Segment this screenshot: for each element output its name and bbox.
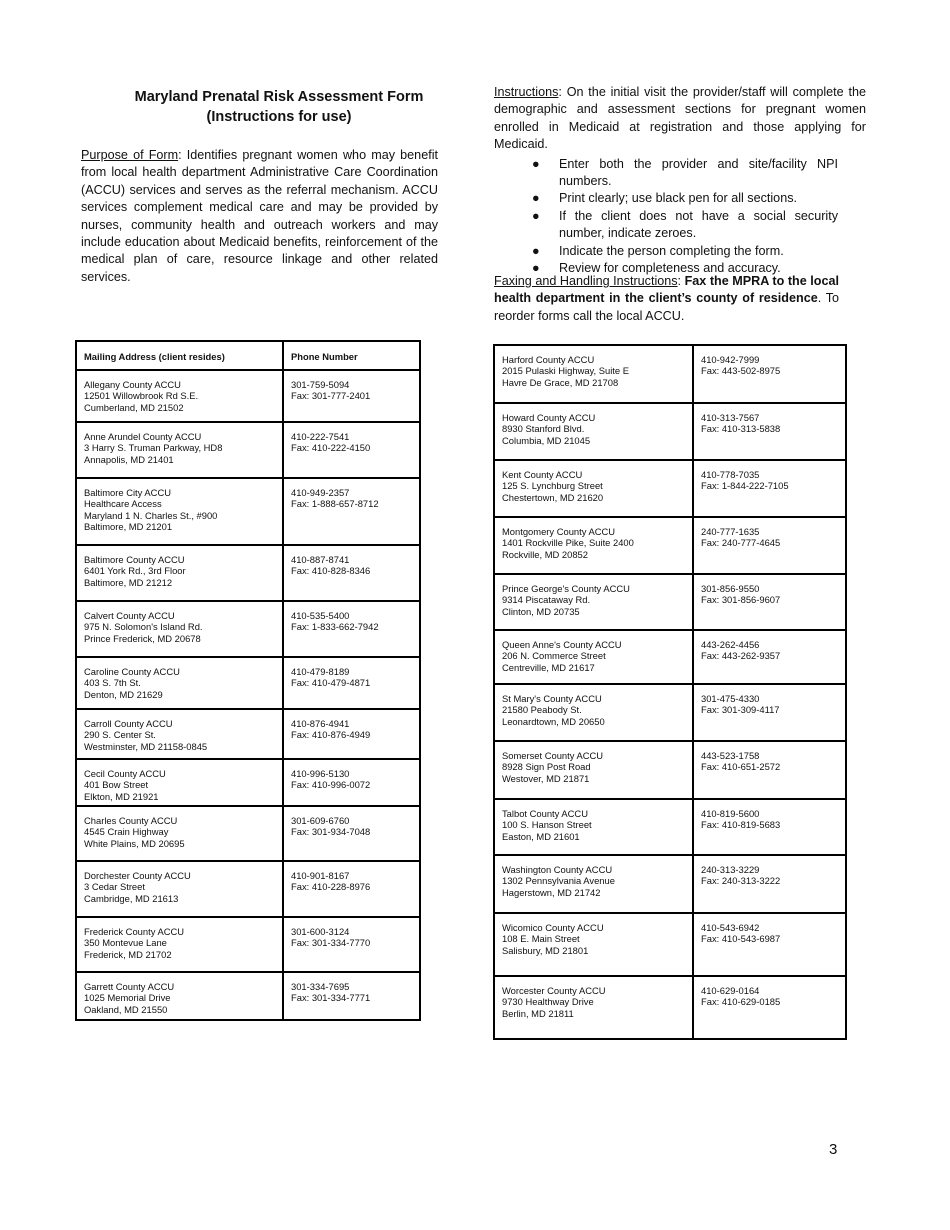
phone-cell bbox=[283, 478, 420, 545]
address-line: Somerset County ACCU bbox=[502, 750, 604, 761]
address-line: Westminster, MD 21158-0845 bbox=[84, 740, 208, 752]
table-row bbox=[494, 913, 846, 976]
phone-cell bbox=[693, 460, 846, 517]
address-line: Elkton, MD 21921 bbox=[84, 790, 159, 802]
fax-number: Fax: 443-262-9357 bbox=[701, 650, 781, 662]
phone-number: 443-262-4456 bbox=[701, 639, 760, 650]
address-line: 100 S. Hanson Street bbox=[502, 819, 592, 831]
phone-cell bbox=[283, 370, 420, 422]
address-line: Caroline County ACCU bbox=[84, 666, 180, 677]
phone-cell bbox=[283, 917, 420, 972]
address-cell bbox=[494, 403, 693, 460]
bullet-icon: ● bbox=[532, 191, 540, 206]
fax-number: Fax: 410-876-4949 bbox=[291, 729, 371, 741]
address-cell bbox=[76, 709, 283, 759]
address-line: Oakland, MD 21550 bbox=[84, 1003, 168, 1015]
table-row bbox=[494, 460, 846, 517]
phone-number: 410-887-8741 bbox=[291, 554, 350, 565]
phone-cell bbox=[283, 806, 420, 861]
address-line: 8928 Sign Post Road bbox=[502, 761, 591, 773]
address-line: Kent County ACCU bbox=[502, 469, 583, 480]
table-row bbox=[494, 799, 846, 855]
faxing-text: . To reorder forms call the local ACCU. bbox=[494, 291, 839, 323]
address-cell bbox=[76, 370, 283, 422]
phone-cell bbox=[283, 422, 420, 478]
address-line: 401 Bow Street bbox=[84, 779, 149, 791]
address-cell bbox=[76, 917, 283, 972]
address-cell bbox=[76, 972, 283, 1020]
address-line: 1401 Rockville Pike, Suite 2400 bbox=[502, 537, 634, 549]
address-line: 1025 Memorial Drive bbox=[84, 992, 171, 1004]
table-row bbox=[494, 345, 846, 403]
address-line: 3 Harry S. Truman Parkway, HD8 bbox=[84, 442, 223, 454]
phone-number: 410-543-6942 bbox=[701, 922, 760, 933]
address-cell bbox=[76, 806, 283, 861]
instructions-section bbox=[494, 84, 866, 277]
address-line: Havre De Grace, MD 21708 bbox=[502, 376, 619, 388]
address-cell bbox=[494, 460, 693, 517]
address-line: Cumberland, MD 21502 bbox=[84, 401, 184, 413]
phone-number: 410-996-5130 bbox=[291, 768, 350, 779]
bullet-item: ● If the client does not have a social security number, indicate zeroes. bbox=[532, 208, 838, 241]
address-line: 206 N. Commerce Street bbox=[502, 650, 606, 662]
phone-cell bbox=[693, 345, 846, 403]
table-row bbox=[76, 601, 420, 657]
bullet-item: ● Enter both the provider and site/facility NPI numbers. bbox=[532, 156, 838, 189]
table-row bbox=[76, 422, 420, 478]
table-row bbox=[494, 630, 846, 684]
address-line: 12501 Willowbrook Rd S.E. bbox=[84, 390, 199, 402]
table-row bbox=[76, 370, 420, 422]
address-line: 108 E. Main Street bbox=[502, 933, 580, 945]
bullet-icon: ● bbox=[532, 208, 540, 223]
table-row bbox=[76, 917, 420, 972]
page-number: 3 bbox=[829, 1141, 838, 1158]
address-line: 3 Cedar Street bbox=[84, 881, 145, 893]
address-line: Berlin, MD 21811 bbox=[502, 1007, 574, 1019]
fax-number: Fax: 1-833-662-7942 bbox=[291, 621, 379, 633]
fax-number: Fax: 410-828-8346 bbox=[291, 565, 371, 577]
address-line: Calvert County ACCU bbox=[84, 610, 175, 621]
bullet-item: ● Review for completeness and accuracy. bbox=[494, 260, 866, 277]
address-line: Healthcare Access bbox=[84, 498, 162, 510]
address-line: Easton, MD 21601 bbox=[502, 830, 580, 842]
address-line: Leonardtown, MD 20650 bbox=[502, 715, 605, 727]
address-line: Harford County ACCU bbox=[502, 354, 595, 365]
fax-number: Fax: 410-996-0072 bbox=[291, 779, 371, 791]
address-line: Prince Frederick, MD 20678 bbox=[84, 632, 201, 644]
phone-number: 240-777-1635 bbox=[701, 526, 760, 537]
bullet-item: ● Print clearly; use black pen for all sections. bbox=[494, 190, 866, 207]
address-line: Clinton, MD 20735 bbox=[502, 605, 580, 617]
table-header-row bbox=[76, 341, 420, 370]
address-line: Maryland 1 N. Charles St., #900 bbox=[84, 509, 218, 521]
title-line-2: (Instructions for use) bbox=[206, 109, 352, 125]
address-line: Frederick County ACCU bbox=[84, 926, 185, 937]
address-cell bbox=[76, 422, 283, 478]
address-cell bbox=[76, 759, 283, 806]
fax-number: Fax: 410-479-4871 bbox=[291, 677, 371, 689]
phone-cell bbox=[693, 799, 846, 855]
faxing-paragraph: Faxing and Handling Instructions: Fax the MPRA to the local health department in the client’s county of residence. To reorder forms call the local ACCU. bbox=[494, 274, 839, 323]
address-cell bbox=[76, 657, 283, 709]
bullet-icon: ● bbox=[532, 261, 540, 276]
address-line: Dorchester County ACCU bbox=[84, 870, 191, 881]
address-line: Baltimore, MD 21201 bbox=[84, 521, 173, 533]
phone-number: 410-313-7567 bbox=[701, 412, 760, 423]
phone-number: 410-942-7999 bbox=[701, 354, 760, 365]
address-line: Garrett County ACCU bbox=[84, 981, 175, 992]
phone-number: 301-759-5094 bbox=[291, 379, 350, 390]
phone-cell bbox=[283, 601, 420, 657]
address-line: Hagerstown, MD 21742 bbox=[502, 886, 601, 898]
bullet-icon: ● bbox=[532, 156, 540, 171]
address-line: Worcester County ACCU bbox=[502, 985, 606, 996]
fax-number: Fax: 301-777-2401 bbox=[291, 390, 371, 402]
phone-cell bbox=[283, 657, 420, 709]
address-line: Annapolis, MD 21401 bbox=[84, 453, 174, 465]
address-line: Howard County ACCU bbox=[502, 412, 596, 423]
address-cell bbox=[76, 545, 283, 601]
phone-number: 410-629-0164 bbox=[701, 985, 760, 996]
address-line: 4545 Crain Highway bbox=[84, 826, 169, 838]
phone-number: 301-609-6760 bbox=[291, 815, 350, 826]
address-line: Baltimore County ACCU bbox=[84, 554, 185, 565]
phone-cell bbox=[283, 759, 420, 806]
phone-number: 410-819-5600 bbox=[701, 808, 760, 819]
address-line: Queen Anne's County ACCU bbox=[502, 639, 622, 650]
phone-cell bbox=[283, 709, 420, 759]
address-line: Talbot County ACCU bbox=[502, 808, 588, 819]
fax-number: Fax: 410-819-5683 bbox=[701, 819, 781, 831]
instructions-text: : On the initial visit the provider/staff will complete the demographic and assessment sections for pregnant women enrolled in Medicaid at registration and those applying for Medicaid. bbox=[494, 85, 866, 152]
table-row bbox=[76, 861, 420, 917]
table-row bbox=[494, 684, 846, 741]
address-cell bbox=[494, 517, 693, 574]
fax-number: Fax: 410-651-2572 bbox=[701, 761, 781, 773]
phone-number: 301-334-7695 bbox=[291, 981, 350, 992]
purpose-paragraph bbox=[81, 147, 438, 286]
phone-cell bbox=[693, 403, 846, 460]
address-line: Charles County ACCU bbox=[84, 815, 178, 826]
address-line: Denton, MD 21629 bbox=[84, 688, 163, 700]
address-line: 8930 Stanford Blvd. bbox=[502, 423, 585, 435]
address-cell bbox=[494, 574, 693, 630]
address-line: 21580 Peabody St. bbox=[502, 704, 582, 716]
address-line: 125 S. Lynchburg Street bbox=[502, 480, 603, 492]
phone-number: 301-856-9550 bbox=[701, 583, 760, 594]
fax-number: Fax: 443-502-8975 bbox=[701, 365, 781, 377]
address-line: White Plains, MD 20695 bbox=[84, 837, 185, 849]
address-cell bbox=[494, 913, 693, 976]
phone-number: 301-475-4330 bbox=[701, 693, 760, 704]
table-row bbox=[76, 478, 420, 545]
table-row bbox=[76, 759, 420, 806]
address-line: Chestertown, MD 21620 bbox=[502, 491, 604, 503]
address-line: Rockville, MD 20852 bbox=[502, 548, 588, 560]
purpose-text: : Identifies pregnant women who may benefit from local health department Administrative Care Coordination (ACCU) services and serves as the referral mechanism. ACCU services complement medical care and may be provided by nurses, community health and outreach workers and may include education about Medicaid benefits, reinforcement of the medical plan of care, resource linkage and other related services. bbox=[81, 148, 438, 284]
table-row bbox=[76, 657, 420, 709]
address-line: Cecil County ACCU bbox=[84, 768, 166, 779]
address-line: Columbia, MD 21045 bbox=[502, 434, 591, 446]
table-row bbox=[494, 517, 846, 574]
address-line: 290 S. Center St. bbox=[84, 729, 156, 741]
table-row bbox=[494, 403, 846, 460]
address-line: Cambridge, MD 21613 bbox=[84, 892, 179, 904]
address-line: 403 S. 7th St. bbox=[84, 677, 141, 689]
address-cell bbox=[76, 601, 283, 657]
phone-number: 410-901-8167 bbox=[291, 870, 350, 881]
address-cell bbox=[494, 741, 693, 799]
fax-number: Fax: 301-334-7770 bbox=[291, 937, 371, 949]
address-line: Prince George's County ACCU bbox=[502, 583, 630, 594]
phone-cell bbox=[693, 976, 846, 1039]
address-cell bbox=[76, 478, 283, 545]
bullet-item: ● Indicate the person completing the form. bbox=[494, 243, 866, 260]
right-address-table bbox=[493, 344, 847, 1040]
address-line: Salisbury, MD 21801 bbox=[502, 944, 589, 956]
phone-number: 410-949-2357 bbox=[291, 487, 350, 498]
address-cell bbox=[494, 976, 693, 1039]
fax-number: Fax: 240-777-4645 bbox=[701, 537, 781, 549]
fax-number: Fax: 301-856-9607 bbox=[701, 594, 781, 606]
address-line: Westover, MD 21871 bbox=[502, 772, 590, 784]
fax-number: Fax: 410-629-0185 bbox=[701, 996, 781, 1008]
table-row bbox=[494, 855, 846, 913]
fax-number: Fax: 410-228-8976 bbox=[291, 881, 371, 893]
address-cell bbox=[494, 855, 693, 913]
address-line: 2015 Pulaski Highway, Suite E bbox=[502, 365, 629, 377]
address-line: Centreville, MD 21617 bbox=[502, 661, 595, 673]
fax-number: Fax: 1-844-222-7105 bbox=[701, 480, 789, 492]
table-row bbox=[494, 741, 846, 799]
address-cell bbox=[494, 684, 693, 741]
phone-number: 410-778-7035 bbox=[701, 469, 760, 480]
address-cell bbox=[494, 345, 693, 403]
fax-number: Fax: 410-222-4150 bbox=[291, 442, 371, 454]
fax-number: Fax: 301-309-4117 bbox=[701, 704, 780, 716]
fax-number: Fax: 410-543-6987 bbox=[701, 933, 781, 945]
phone-cell bbox=[693, 913, 846, 976]
address-cell bbox=[494, 630, 693, 684]
title-line-1: Maryland Prenatal Risk Assessment Form bbox=[134, 89, 424, 105]
fax-number: Fax: 301-934-7048 bbox=[291, 826, 371, 838]
address-line: Baltimore, MD 21212 bbox=[84, 576, 173, 588]
instructions-bullet-list bbox=[494, 156, 866, 278]
phone-number: 240-313-3229 bbox=[701, 864, 760, 875]
instructions-label: Instructions bbox=[494, 85, 559, 99]
phone-number: 443-523-1758 bbox=[701, 750, 760, 761]
address-line: 1302 Pennsylvania Avenue bbox=[502, 875, 615, 887]
faxing-label: Faxing and Handling Instructions bbox=[494, 274, 678, 288]
address-line: Frederick, MD 21702 bbox=[84, 948, 172, 960]
address-line: 9730 Healthway Drive bbox=[502, 996, 594, 1008]
phone-column-header: Phone Number bbox=[283, 341, 420, 370]
address-line: 9314 Piscataway Rd. bbox=[502, 594, 591, 606]
address-column-header: Mailing Address (client resides) bbox=[76, 341, 283, 370]
phone-number: 410-479-8189 bbox=[291, 666, 350, 677]
address-line: Washington County ACCU bbox=[502, 864, 613, 875]
address-line: Carroll County ACCU bbox=[84, 718, 173, 729]
phone-cell bbox=[693, 855, 846, 913]
phone-cell bbox=[693, 517, 846, 574]
address-cell bbox=[494, 799, 693, 855]
table-row bbox=[494, 574, 846, 630]
address-line: 975 N. Solomon's Island Rd. bbox=[84, 621, 203, 633]
fax-number: Fax: 240-313-3222 bbox=[701, 875, 781, 887]
faxing-bold-text: Fax the MPRA to the local health department in the client’s county of residence bbox=[494, 274, 839, 306]
phone-number: 410-222-7541 bbox=[291, 431, 350, 442]
phone-cell bbox=[693, 684, 846, 741]
fax-number: Fax: 301-334-7771 bbox=[291, 992, 371, 1004]
table-row bbox=[76, 709, 420, 759]
phone-cell bbox=[283, 861, 420, 917]
table-row bbox=[494, 976, 846, 1039]
address-line: Montgomery County ACCU bbox=[502, 526, 616, 537]
address-line: 6401 York Rd., 3rd Floor bbox=[84, 565, 186, 577]
address-line: Anne Arundel County ACCU bbox=[84, 431, 202, 442]
phone-number: 301-600-3124 bbox=[291, 926, 350, 937]
table-row bbox=[76, 545, 420, 601]
page-title bbox=[80, 87, 478, 127]
address-cell bbox=[76, 861, 283, 917]
phone-cell bbox=[283, 545, 420, 601]
phone-cell bbox=[693, 741, 846, 799]
address-line: St Mary's County ACCU bbox=[502, 693, 602, 704]
address-line: Allegany County ACCU bbox=[84, 379, 181, 390]
purpose-label: Purpose of Form bbox=[81, 148, 179, 162]
phone-cell bbox=[693, 574, 846, 630]
address-line: Wicomico County ACCU bbox=[502, 922, 604, 933]
phone-number: 410-535-5400 bbox=[291, 610, 350, 621]
phone-number: 410-876-4941 bbox=[291, 718, 350, 729]
phone-cell bbox=[283, 972, 420, 1020]
table-row bbox=[76, 806, 420, 861]
address-line: Baltimore City ACCU bbox=[84, 487, 171, 498]
phone-cell bbox=[693, 630, 846, 684]
fax-number: Fax: 410-313-5838 bbox=[701, 423, 781, 435]
fax-number: Fax: 1-888-657-8712 bbox=[291, 498, 379, 510]
address-line: 350 Montevue Lane bbox=[84, 937, 167, 949]
bullet-icon: ● bbox=[532, 243, 540, 258]
left-address-table bbox=[75, 340, 421, 1021]
table-row bbox=[76, 972, 420, 1020]
